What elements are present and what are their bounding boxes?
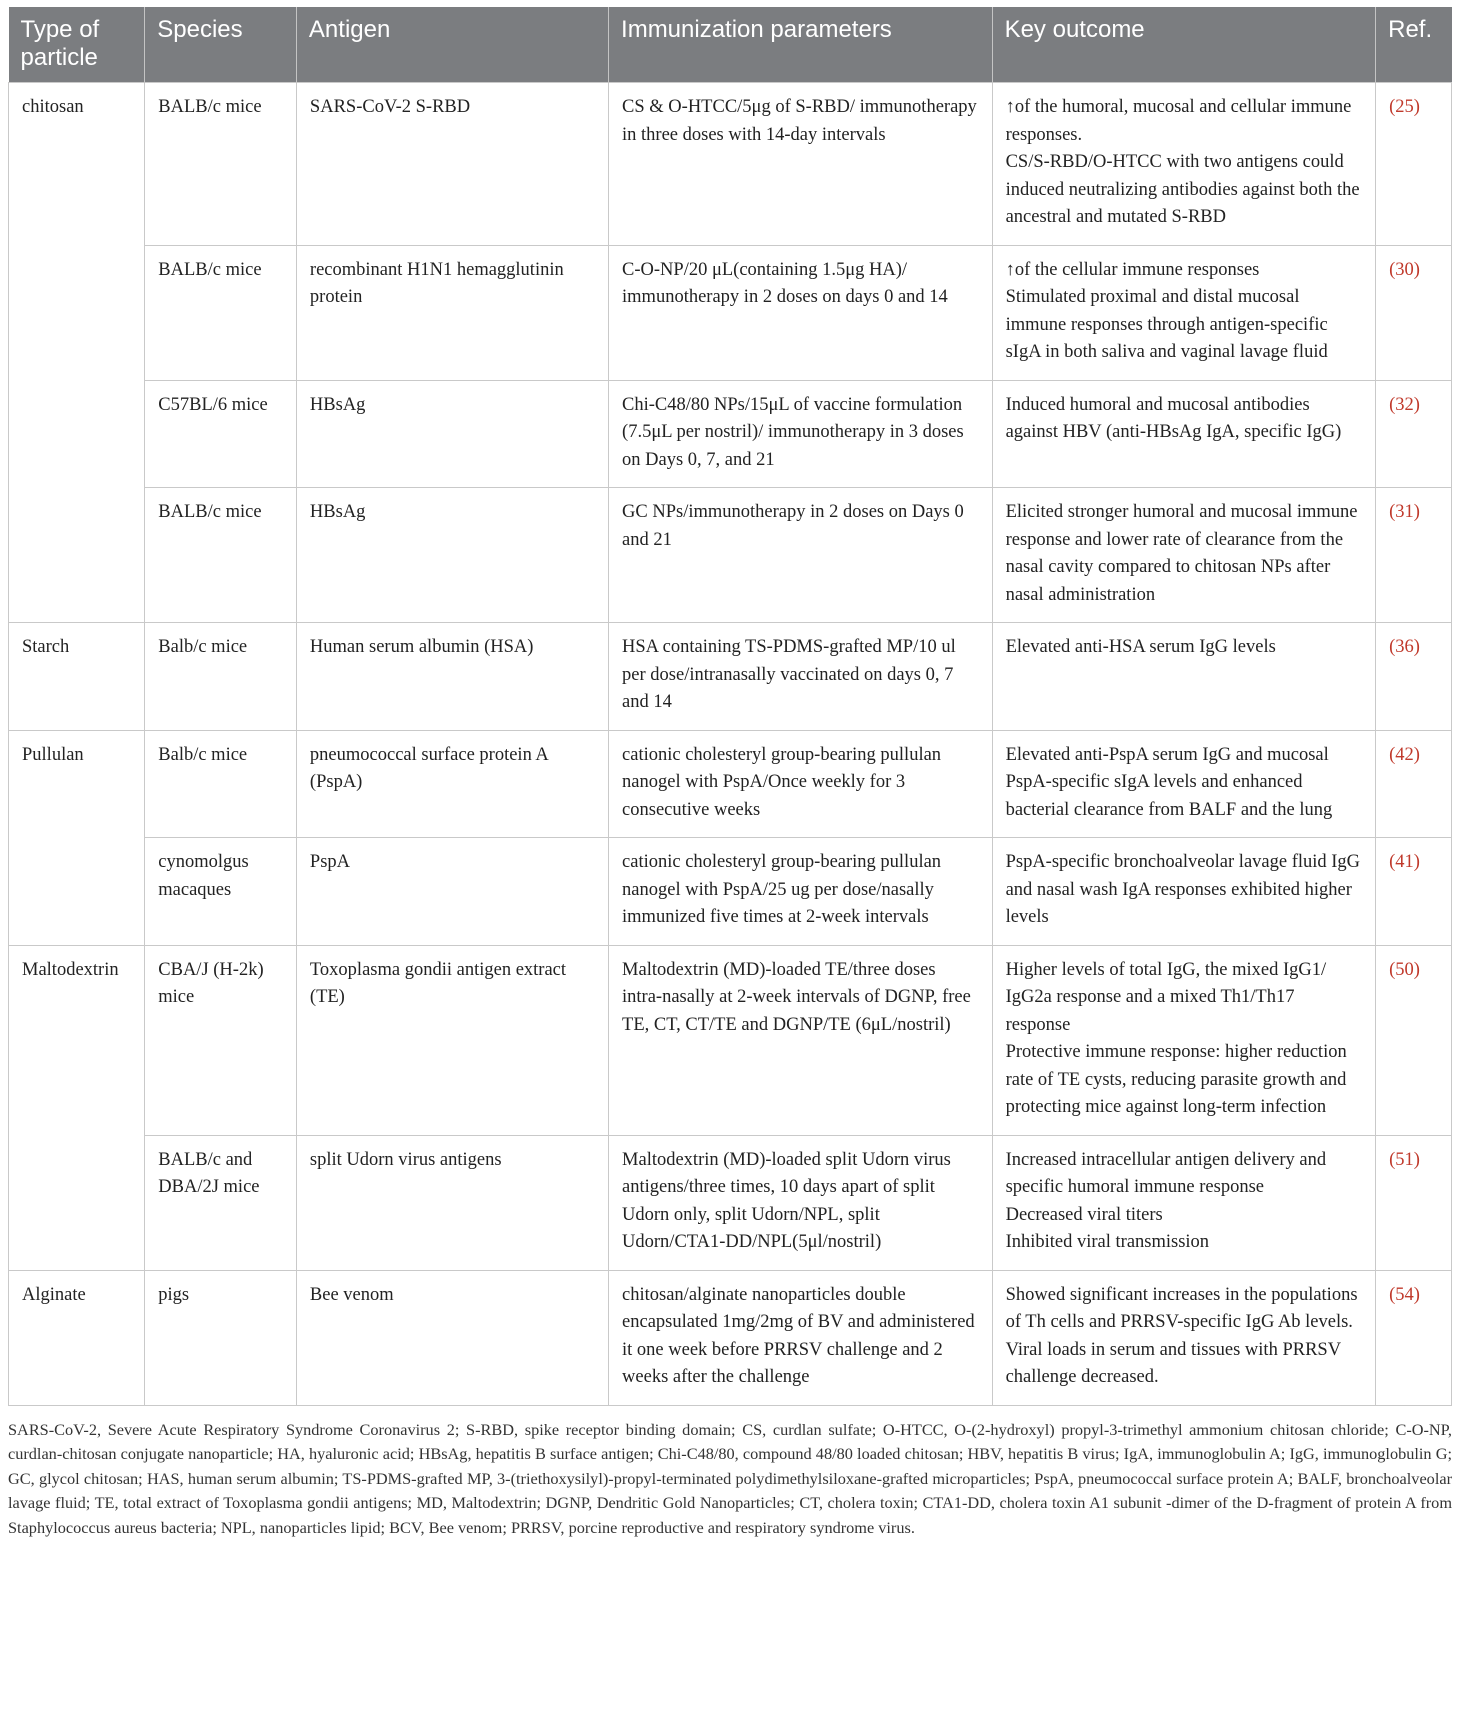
outcome-line: Inhibited viral transmission <box>1005 1232 1210 1252</box>
cell-params: CS & O-HTCC/5μg of S-RBD/ immunotherapy in three doses with 14-day intervals <box>609 83 993 246</box>
cell-antigen: Toxoplasma gondii antigen extract (TE) <box>296 945 608 1135</box>
table-footnote: SARS-CoV-2, Severe Acute Respiratory Syndrome Coronavirus 2; S-RBD, spike receptor binding domain; CS, curdlan sulfate; O-HTCC, O-(2-hydroxyl) propyl-3-trimethyl ammonium chitosan chloride; C-O-NP, curdlan-chitosan conjugate nanoparticle; HA, hyaluronic acid; HBsAg, hepatitis B surface antigen; Chi-C48/80, compound 48/80 loaded chitosan; HBV, hepatitis B virus; IgA, immunoglobulin A; IgG, immunoglobulin G; GC, glycol chitosan; HAS, human serum albumin; TS-PDMS-grafted MP, 3-(triethoxysilyl)-propyl-terminated polydimethylsiloxane-grafted microparticles; PspA, pneumococcal surface protein A; BALF, bronchoalveolar lavage fluid; TE, total extract of Toxoplasma gondii antigens; MD, Maltodextrin; DGNP, Dendritic Gold Nanoparticles; CT, cholera toxin; CTA1-DD, cholera toxin A1 subunit -dimer of the D-fragment of protein A from Staphylococcus aureus bacteria; NPL, nanoparticles lipid; BCV, Bee venom; PRRSV, porcine reproductive and respiratory syndrome virus. <box>8 1419 1452 1537</box>
cell-ref <box>1376 380 1452 488</box>
table-row <box>9 1270 1452 1405</box>
outcome-line: Higher levels of total IgG, the mixed IgG1/ IgG2a response and a mixed Th1/Th17 response <box>1005 959 1327 1035</box>
header-row <box>9 7 1452 83</box>
cell-antigen: split Udorn virus antigens <box>296 1135 608 1270</box>
cell-species: Balb/c mice <box>145 730 297 838</box>
cell-outcome <box>992 245 1376 380</box>
table-row <box>9 838 1452 946</box>
cell-species: CBA/J (H-2k) mice <box>145 945 297 1135</box>
table-row <box>9 83 1452 246</box>
outcome-line: Elevated anti-HSA serum IgG levels <box>1005 637 1276 657</box>
table-body <box>9 83 1452 1406</box>
cell-particle-type: Starch <box>9 623 145 731</box>
cell-antigen: HBsAg <box>296 380 608 488</box>
ref-link[interactable]: (32) <box>1389 394 1420 415</box>
cell-antigen: HBsAg <box>296 488 608 623</box>
outcome-line: ↑of the humoral, mucosal and cellular immune responses. <box>1005 97 1352 145</box>
cell-species: cynomolgus macaques <box>145 838 297 946</box>
header-outcome: Key outcome <box>992 7 1376 83</box>
cell-params: HSA containing TS-PDMS-grafted MP/10 ul per dose/intranasally vaccinated on days 0, 7 and 14 <box>609 623 993 731</box>
ref-link[interactable]: (51) <box>1389 1149 1420 1170</box>
cell-antigen: pneumococcal surface protein A (PspA) <box>296 730 608 838</box>
table-row <box>9 945 1452 1135</box>
outcome-line: Increased intracellular antigen delivery and specific humoral immune response <box>1005 1149 1327 1197</box>
cell-ref <box>1376 730 1452 838</box>
cell-ref <box>1376 945 1452 1135</box>
outcome-line: PspA-specific bronchoalveolar lavage fluid IgG and nasal wash IgA responses exhibited higher levels <box>1005 852 1361 927</box>
table-row <box>9 623 1452 731</box>
cell-ref <box>1376 838 1452 946</box>
table-row <box>9 1135 1452 1270</box>
cell-particle-type: chitosan <box>9 83 145 623</box>
cell-params: Chi-C48/80 NPs/15μL of vaccine formulation (7.5μL per nostril)/ immunotherapy in 3 doses on Days 0, 7, and 21 <box>609 380 993 488</box>
cell-ref <box>1376 488 1452 623</box>
cell-antigen: recombinant H1N1 hemagglutinin protein <box>296 245 608 380</box>
cell-particle-type: Pullulan <box>9 730 145 945</box>
cell-params: cationic cholesteryl group-bearing pullulan nanogel with PspA/25 ug per dose/nasally immunized five times at 2-week intervals <box>609 838 993 946</box>
ref-link[interactable]: (25) <box>1389 97 1420 117</box>
vaccine-table <box>8 7 1452 1406</box>
cell-outcome <box>992 83 1376 246</box>
cell-params: C-O-NP/20 μL(containing 1.5μg HA)/ immunotherapy in 2 doses on days 0 and 14 <box>609 245 993 380</box>
ref-link[interactable]: (50) <box>1389 959 1420 980</box>
cell-antigen: PspA <box>296 838 608 946</box>
cell-params: cationic cholesteryl group-bearing pullulan nanogel with PspA/Once weekly for 3 consecutive weeks <box>609 730 993 838</box>
outcome-line: Elicited stronger humoral and mucosal immune response and lower rate of clearance from the nasal cavity compared to chitosan NPs after nasal administration <box>1005 502 1358 605</box>
cell-params: Maltodextrin (MD)-loaded TE/three doses intra-nasally at 2-week intervals of DGNP, free TE, CT, CT/TE and DGNP/TE (6μL/nostril) <box>609 945 993 1135</box>
ref-link[interactable]: (36) <box>1389 637 1420 657</box>
cell-particle-type: Maltodextrin <box>9 945 145 1270</box>
table-page <box>8 7 1452 1540</box>
cell-outcome <box>992 838 1376 946</box>
cell-outcome <box>992 488 1376 623</box>
cell-species: BALB/c and DBA/2J mice <box>145 1135 297 1270</box>
outcome-line: Protective immune response: higher reduction rate of TE cysts, reducing parasite growth and protecting mice against long-term infection <box>1005 1042 1347 1117</box>
header-params: Immunization parameters <box>609 7 993 83</box>
cell-params: chitosan/alginate nanoparticles double encapsulated 1mg/2mg of BV and administered it one week before PRRSV challenge and 2 weeks after the challenge <box>609 1270 993 1405</box>
outcome-line: Stimulated proximal and distal mucosal immune responses through antigen-specific sIgA in both saliva and vaginal lavage fluid <box>1005 287 1328 362</box>
header-type: Type of particle <box>9 7 145 83</box>
cell-outcome <box>992 730 1376 838</box>
cell-particle-type: Alginate <box>9 1270 145 1405</box>
table-row <box>9 245 1452 380</box>
cell-params: Maltodextrin (MD)-loaded split Udorn virus antigens/three times, 10 days apart of split Udorn only, split Udorn/NPL, split Udorn/CTA1-DD/NPL(5μl/nostril) <box>609 1135 993 1270</box>
cell-species: pigs <box>145 1270 297 1405</box>
outcome-line: Elevated anti-PspA serum IgG and mucosal PspA-specific sIgA levels and enhanced bacterial clearance from BALF and the lung <box>1005 744 1333 820</box>
ref-link[interactable]: (30) <box>1389 259 1420 280</box>
header-ref: Ref. <box>1376 7 1452 83</box>
cell-ref <box>1376 1135 1452 1270</box>
cell-species: BALB/c mice <box>145 488 297 623</box>
cell-outcome <box>992 945 1376 1135</box>
header-antigen: Antigen <box>296 7 608 83</box>
cell-species: C57BL/6 mice <box>145 380 297 488</box>
table-row <box>9 380 1452 488</box>
ref-link[interactable]: (31) <box>1389 502 1420 522</box>
cell-outcome <box>992 1270 1376 1405</box>
outcome-line: Showed significant increases in the populations of Th cells and PRRSV-specific IgG Ab levels. Viral loads in serum and tissues with PRRSV challenge decreased. <box>1005 1284 1358 1387</box>
header-species: Species <box>145 7 297 83</box>
outcome-line: ↑of the cellular immune responses <box>1005 259 1260 280</box>
outcome-line: CS/S-RBD/O-HTCC with two antigens could induced neutralizing antibodies against both the ancestral and mutated S-RBD <box>1005 152 1360 227</box>
cell-antigen: Human serum albumin (HSA) <box>296 623 608 731</box>
cell-ref <box>1376 83 1452 246</box>
ref-link[interactable]: (41) <box>1389 852 1420 872</box>
outcome-line: Induced humoral and mucosal antibodies against HBV (anti-HBsAg IgA, specific IgG) <box>1005 394 1342 442</box>
ref-link[interactable]: (42) <box>1389 744 1420 765</box>
cell-outcome <box>992 623 1376 731</box>
cell-antigen: Bee venom <box>296 1270 608 1405</box>
ref-link[interactable]: (54) <box>1389 1284 1420 1305</box>
table-row <box>9 488 1452 623</box>
cell-ref <box>1376 623 1452 731</box>
cell-outcome <box>992 380 1376 488</box>
cell-ref <box>1376 245 1452 380</box>
cell-species: BALB/c mice <box>145 245 297 380</box>
cell-params: GC NPs/immunotherapy in 2 doses on Days 0 and 21 <box>609 488 993 623</box>
cell-species: Balb/c mice <box>145 623 297 731</box>
cell-species: BALB/c mice <box>145 83 297 246</box>
cell-outcome <box>992 1135 1376 1270</box>
table-row <box>9 730 1452 838</box>
cell-ref <box>1376 1270 1452 1405</box>
cell-antigen: SARS-CoV-2 S-RBD <box>296 83 608 246</box>
outcome-line: Decreased viral titers <box>1005 1204 1163 1225</box>
table-header <box>9 7 1452 83</box>
